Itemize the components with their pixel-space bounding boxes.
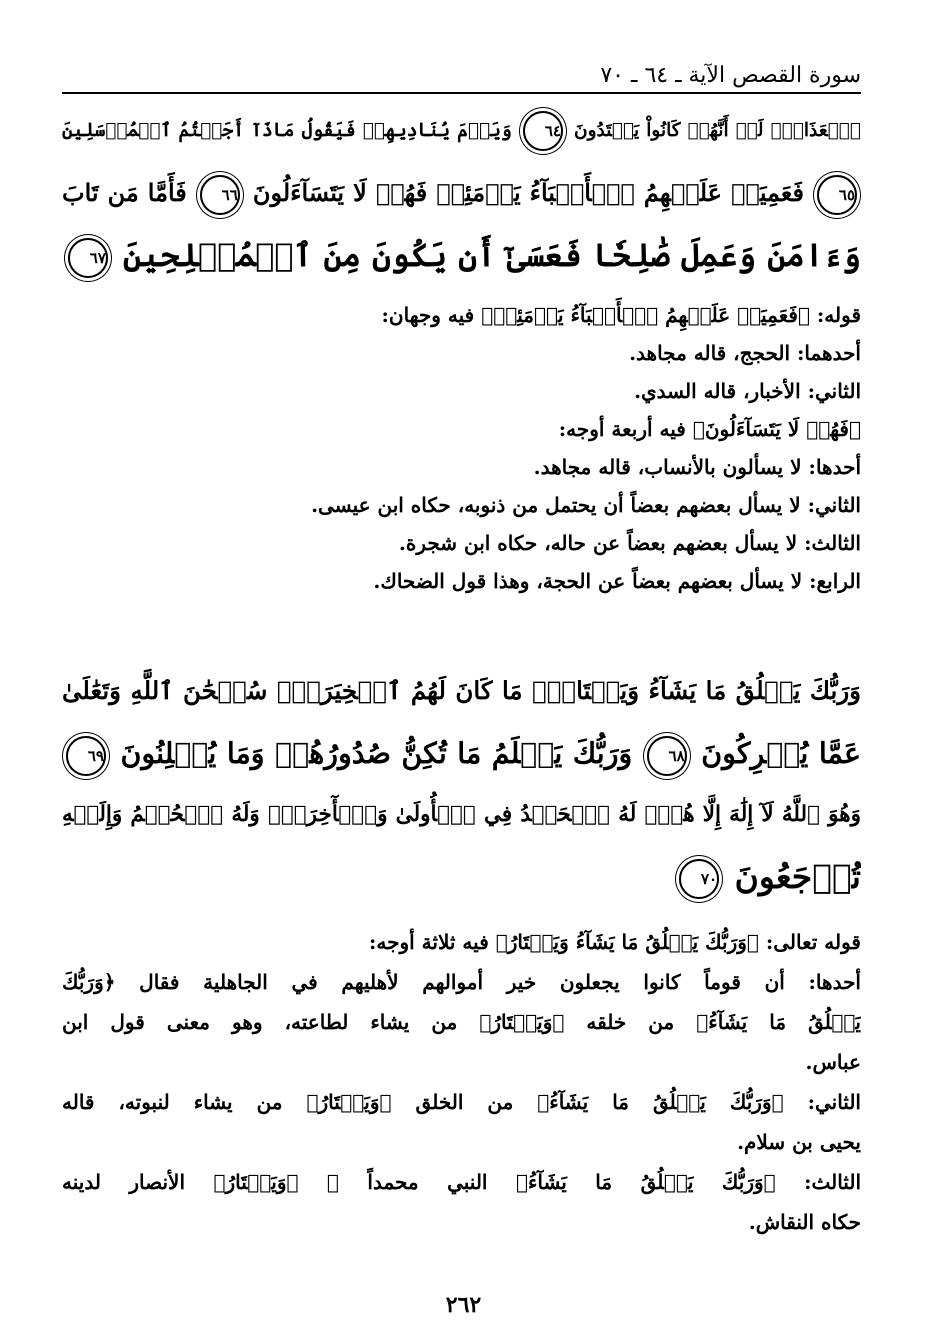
commentary-line: ﴿فَهُمۡ لَا يَتَسَآءَلُونَ﴾ فيه أربعة أوجه: [558,417,861,441]
quran-text: وَرَبُّكَ يَعۡلَمُ مَا تُكِنُّ صُدُورُهُمۡ وَمَا يُعۡلِنُونَ [120,736,633,770]
ayah-number-mark: ٦٨ [647,736,687,776]
ayah-number-mark: ٦٦ [200,175,240,215]
quran-text: فَأَمَّا مَن تَابَ [62,178,187,207]
commentary-line: أحدهما: الحجج، قاله مجاهد. [629,341,861,365]
quran-line [62,660,861,722]
commentary-line: أحدها: لا يسألون بالأنساب، قاله مجاهد. [533,455,861,479]
quran-text: وَهُوَ ٱللَّهُ لَآ إِلَٰهَ إِلَّا هُوَۖ لَهُ ٱلۡحَمۡدُ فِي ٱلۡأُولَىٰ وَٱلۡأٓخِرَةِۖ وَلَهُ ٱلۡحُكۡمُ وَإِلَيۡهِ [62,802,861,827]
page-number: ٢٦٢ [445,1292,482,1318]
ayah-number-mark: ٧٠ [679,859,719,899]
commentary-line: قوله: ﴿فَعَمِيَتۡ عَلَيۡهِمُ ٱلۡأَنۢبَآءُ يَوۡمَئِذٖ﴾ فيه وجهان: [381,303,861,327]
commentary-line: الثالث: لا يسأل بعضهم بعضاً عن حاله، حكاه ابن شجرة. [398,531,861,555]
commentary-line: الرابع: لا يسأل بعضهم بعضاً عن الحجة، وهذا قول الضحاك. [373,569,861,593]
quran-text: ٱلۡعَذَابَۚ لَوۡ أَنَّهُمۡ كَانُواْ يَهۡتَدُونَ [574,120,861,141]
commentary-line: يَخۡلُقُ مَا يَشَآءُ﴾ من خلقه ﴿وَيَخۡتَارُ﴾ من يشاء لطاعته، وهو معنى قول ابن [62,1010,861,1034]
commentary-line: الثاني: ﴿وَرَبُّكَ يَخۡلُقُ مَا يَشَآءُ﴾ من الخلق ﴿وَيَخۡتَارُ﴾ من يشاء لنبوته، قاله [62,1090,861,1114]
ayah-number-mark: ٦٧ [68,238,108,278]
commentary-line: أحدها: أن قوماً كانوا يجعلون خير أموالهم لأهليهم في الجاهلية فقال ﴿وَرَبُّكَ [62,970,861,994]
running-header: سورة القصص الآية ـ ٦٤ ـ ٧٠ [600,63,861,88]
commentary-line: الثاني: لا يسأل بعضهم بعضاً أن يحتمل من ذنوبه، حكاه ابن عيسى. [311,493,861,517]
quran-line [62,846,861,908]
quran-text: فَعَمِيَتۡ عَلَيۡهِمُ ٱلۡأَنۢبَآءُ يَوۡمَئِذٖ فَهُمۡ لَا يَتَسَآءَلُونَ [252,178,804,207]
quran-block-2 [62,660,861,908]
commentary-line: قوله تعالى: ﴿وَرَبُّكَ يَخۡلُقُ مَا يَشَآءُ وَيَخۡتَارُ﴾ فيه ثلاثة أوجه: [369,930,861,954]
quran-text: وَءَامَنَ وَعَمِلَ صَٰلِحٗا فَعَسَىٰٓ أَن يَكُونَ مِنَ ٱلۡمُفۡلِحِينَ [123,236,861,274]
ayah-number-mark: ٦٤ [523,111,563,151]
quran-line [62,224,861,286]
quran-line [62,162,861,224]
quran-line [62,784,861,846]
quran-text: وَرَبُّكَ يَخۡلُقُ مَا يَشَآءُ وَيَخۡتَارُۗ مَا كَانَ لَهُمُ ٱلۡخِيَرَةُۚ سُبۡحَٰنَ ٱللَّهِ وَتَعَٰلَىٰ [62,676,861,705]
quran-text: عَمَّا يُشۡرِكُونَ [701,736,861,770]
commentary-line: الثالث: ﴿وَرَبُّكَ يَخۡلُقُ مَا يَشَآءُ﴾ النبي محمداً ﷺ ﴿وَيَخۡتَارُ﴾ الأنصار لدينه [62,1170,861,1194]
commentary-block-1 [62,296,861,600]
quran-line [62,100,861,162]
header-rule [62,92,861,94]
quran-text: تُرۡجَعُونَ [734,857,861,896]
commentary-line: الثاني: الأخبار، قاله السدي. [634,379,861,403]
ayah-number-mark: ٦٩ [66,736,106,776]
commentary-line: يحيى بن سلام. [737,1130,861,1154]
commentary-block-2 [62,922,861,1242]
commentary-line: عباس. [805,1050,861,1074]
commentary-line: حكاه النقاش. [748,1210,861,1234]
ayah-number-mark: ٦٥ [817,175,857,215]
quran-line [62,722,861,784]
quran-block-1 [62,100,861,286]
quran-text: وَيَوۡمَ يُنَادِيهِمۡ فَيَقُولُ مَاذَآ أَجَبۡتُمُ ٱلۡمُرۡسَلِينَ [62,120,512,141]
